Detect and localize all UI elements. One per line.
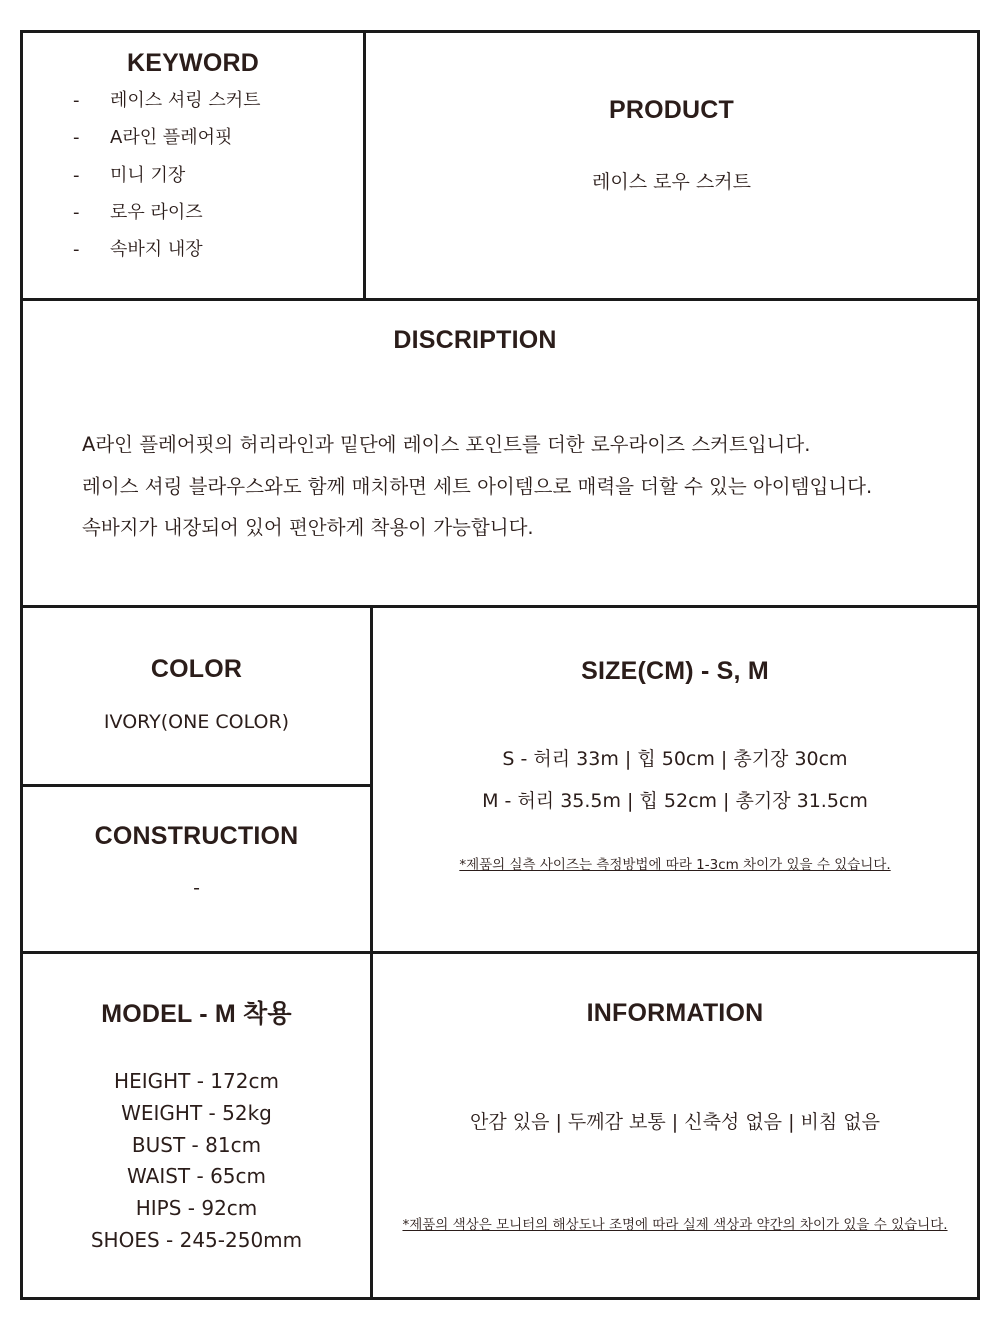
size-row: M - 허리 35.5m | 힙 52cm | 총기장 31.5cm	[482, 790, 868, 812]
keyword-item: A라인 플레어핏	[110, 127, 233, 149]
information-title: INFORMATION	[586, 999, 764, 1027]
description-title: DISCRIPTION	[393, 326, 557, 354]
size-title: SIZE(CM) - S, M	[581, 657, 769, 685]
keyword-item: 미니 기장	[110, 164, 186, 186]
description-body	[82, 424, 962, 549]
size-cell	[373, 608, 977, 951]
keyword-item: 속바지 내장	[110, 239, 203, 261]
list-item: WEIGHT - 52kg	[121, 1100, 272, 1125]
keyword-item: 레이스 셔링 스커트	[110, 90, 261, 111]
keyword-item: 로우 라이즈	[110, 201, 203, 223]
list-item: - A라인 플레어핏	[23, 119, 363, 156]
list-item: HEIGHT - 172cm	[114, 1069, 279, 1093]
product-name: 레이스 로우 스커트	[592, 171, 751, 193]
keyword-title: KEYWORD	[127, 49, 259, 77]
description-line: 레이스 셔링 블라우스와도 함께 매치하면 세트 아이템으로 매력을 더할 수 있는 아이템입니다.	[82, 474, 873, 498]
description-line: A라인 플레어핏의 허리라인과 밑단에 레이스 포인트를 더한 로우라이즈 스커트입니다.	[82, 433, 811, 456]
information-note: *제품의 색상은 모니터의 해상도나 조명에 따라 실제 색상과 약간의 차이가 있을 수 있습니다.	[402, 1217, 948, 1233]
list-item: HIPS - 92cm	[135, 1196, 258, 1221]
product-cell	[366, 33, 977, 298]
list-item: SHOES - 245-250mm	[90, 1227, 303, 1252]
list-item: - 속바지 내장	[23, 231, 363, 268]
description-cell	[23, 301, 977, 605]
list-item: BUST - 81cm	[131, 1132, 262, 1157]
list-item: WAIST - 65cm	[126, 1164, 267, 1189]
model-cell	[23, 954, 370, 1297]
color-cell	[23, 608, 370, 784]
construction-value: -	[193, 877, 200, 899]
color-title: COLOR	[150, 655, 243, 683]
info-table	[20, 30, 980, 1300]
model-spec-list	[23, 1066, 370, 1257]
model-title: MODEL - M 착용	[101, 1000, 292, 1028]
description-line: 속바지가 내장되어 있어 편안하게 착용이 가능합니다.	[82, 516, 534, 539]
construction-cell	[23, 787, 370, 951]
list-item: - 로우 라이즈	[23, 194, 363, 231]
information-details: 안감 있음 | 두께감 보통 | 신축성 없음 | 비침 없음	[470, 1111, 880, 1133]
size-row: S - 허리 33m | 힙 50cm | 총기장 30cm	[502, 748, 848, 770]
color-value: IVORY(ONE COLOR)	[103, 711, 290, 733]
keyword-list	[23, 82, 363, 268]
information-cell	[373, 954, 977, 1297]
product-title: PRODUCT	[608, 96, 734, 124]
list-item: - 레이스 셔링 스커트	[23, 82, 363, 119]
list-item: - 미니 기장	[23, 157, 363, 194]
construction-title: CONSTRUCTION	[94, 822, 299, 850]
size-note: *제품의 실측 사이즈는 측정방법에 따라 1-3cm 차이가 있을 수 있습니다.	[459, 857, 891, 873]
keyword-cell	[23, 33, 363, 298]
